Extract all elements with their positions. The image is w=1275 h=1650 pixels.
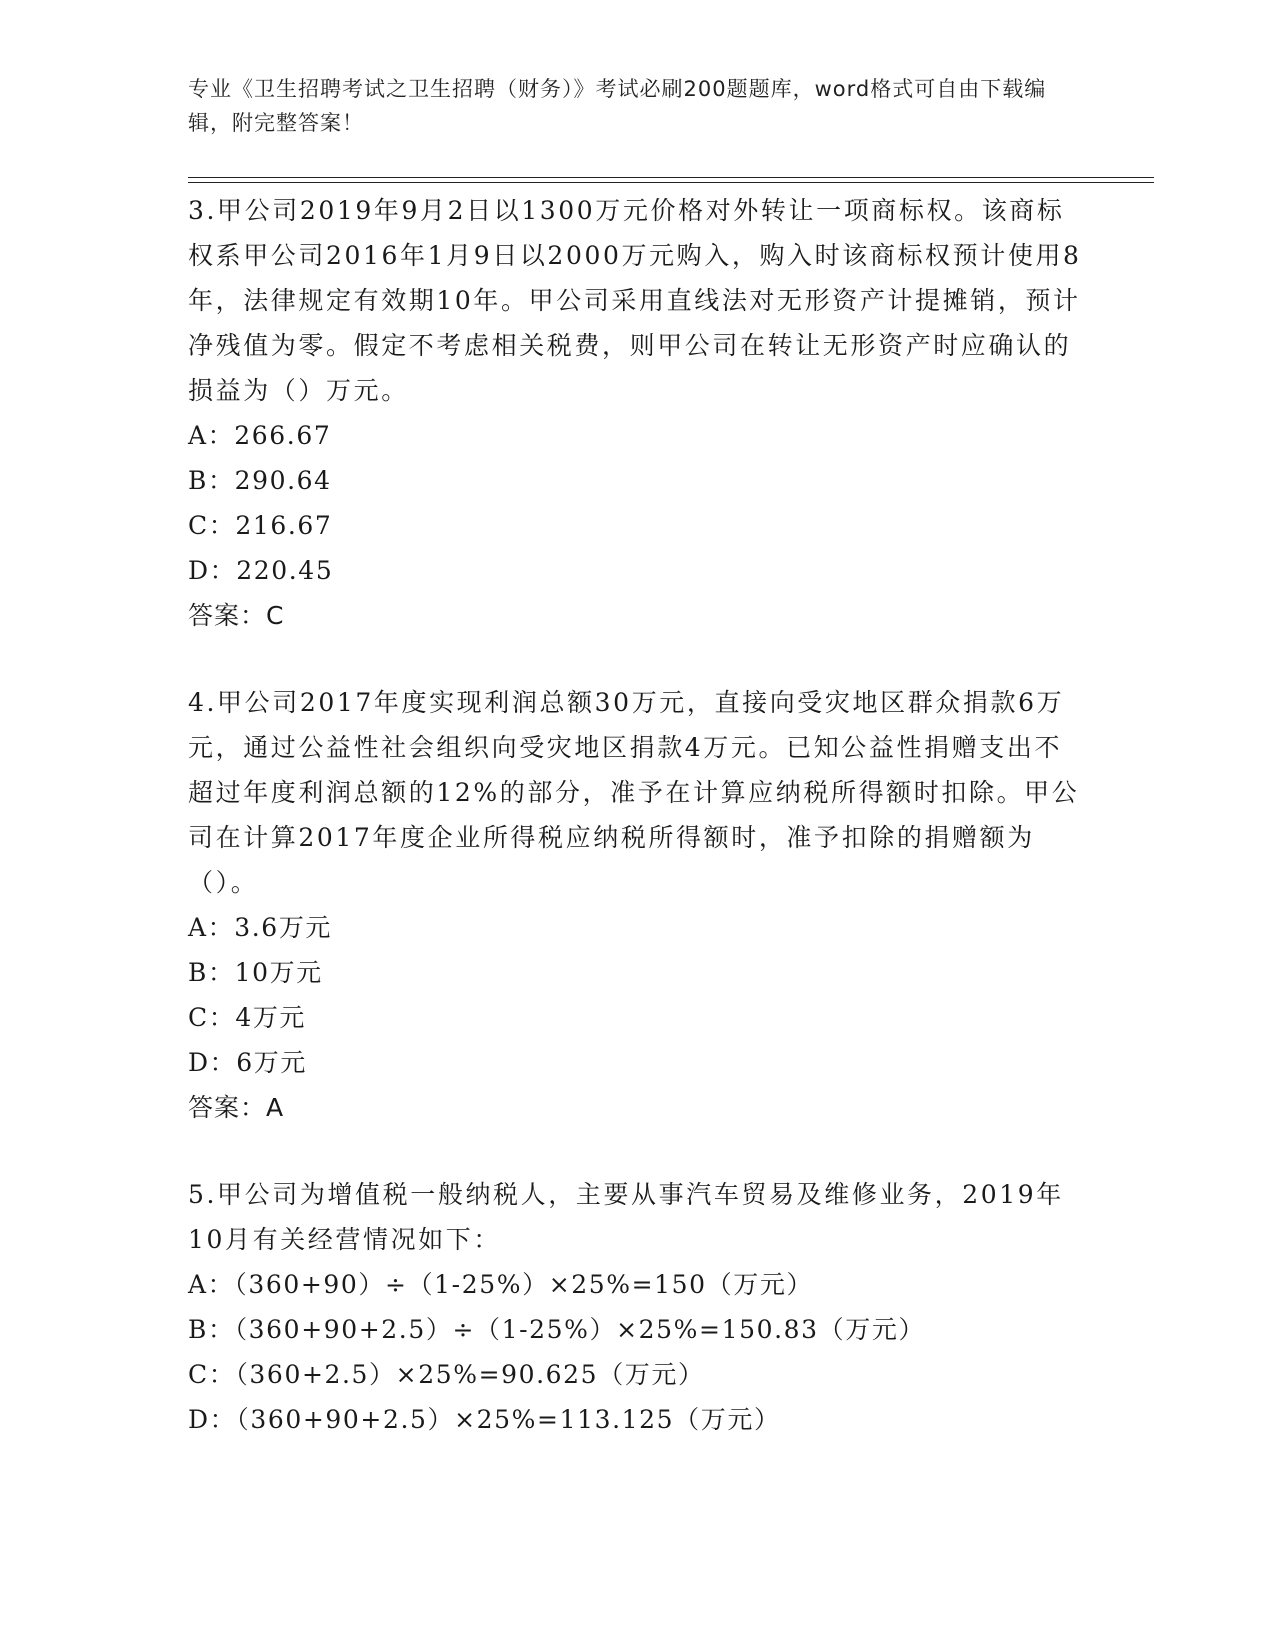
- option-d: D：（360+90+2.5）×25%=113.125（万元）: [188, 1405, 781, 1434]
- question-stem: 5.甲公司为增值税一般纳税人，主要从事汽车贸易及维修业务，2019年10月有关经营情况如下：: [188, 1180, 1064, 1254]
- question-item: [188, 188, 1088, 638]
- question-spacer: [188, 1130, 1088, 1172]
- option-d: D：6万元: [188, 1048, 307, 1077]
- answer-line: 答案：A: [188, 1093, 285, 1122]
- option-a: A：（360+90）÷（1-25%）×25%=150（万元）: [188, 1270, 814, 1299]
- question-item: [188, 680, 1088, 1130]
- option-c: C：（360+2.5）×25%=90.625（万元）: [188, 1360, 705, 1389]
- option-b: B：290.64: [188, 466, 332, 495]
- option-b: B：（360+90+2.5）÷（1-25%）×25%=150.83（万元）: [188, 1315, 926, 1344]
- answer-line: 答案：C: [188, 601, 285, 630]
- header-divider-top: [188, 177, 1154, 178]
- header-divider-bottom: [188, 182, 1154, 183]
- option-c: C：216.67: [188, 511, 333, 540]
- option-list: [188, 1262, 1088, 1442]
- option-a: A：266.67: [188, 421, 332, 450]
- option-d: D：220.45: [188, 556, 334, 585]
- document-header: 专业《卫生招聘考试之卫生招聘（财务）》考试必刷200题题库，word格式可自由下载编辑，附完整答案！: [188, 77, 1047, 135]
- option-list: [188, 905, 1088, 1085]
- option-list: [188, 413, 1088, 593]
- option-c: C：4万元: [188, 1003, 307, 1032]
- question-item: [188, 1172, 1088, 1442]
- option-b: B：10万元: [188, 958, 323, 987]
- question-list: [188, 188, 1088, 1442]
- question-spacer: [188, 638, 1088, 680]
- question-stem: 4.甲公司2017年度实现利润总额30万元，直接向受灾地区群众捐款6万元，通过公益性社会组织向受灾地区捐款4万元。已知公益性捐赠支出不超过年度利润总额的12%的部分，准予在计算应纳税所得额时扣除。甲公司在计算2017年度企业所得税应纳税所得额时，准予扣除的捐赠额为（）。: [188, 688, 1080, 897]
- question-stem: 3.甲公司2019年9月2日以1300万元价格对外转让一项商标权。该商标权系甲公司2016年1月9日以2000万元购入，购入时该商标权预计使用8年，法律规定有效期10年。甲公司采用直线法对无形资产计提摊销，预计净残值为零。假定不考虑相关税费，则甲公司在转让无形资产时应确认的损益为（）万元。: [188, 196, 1082, 405]
- option-a: A：3.6万元: [188, 913, 333, 942]
